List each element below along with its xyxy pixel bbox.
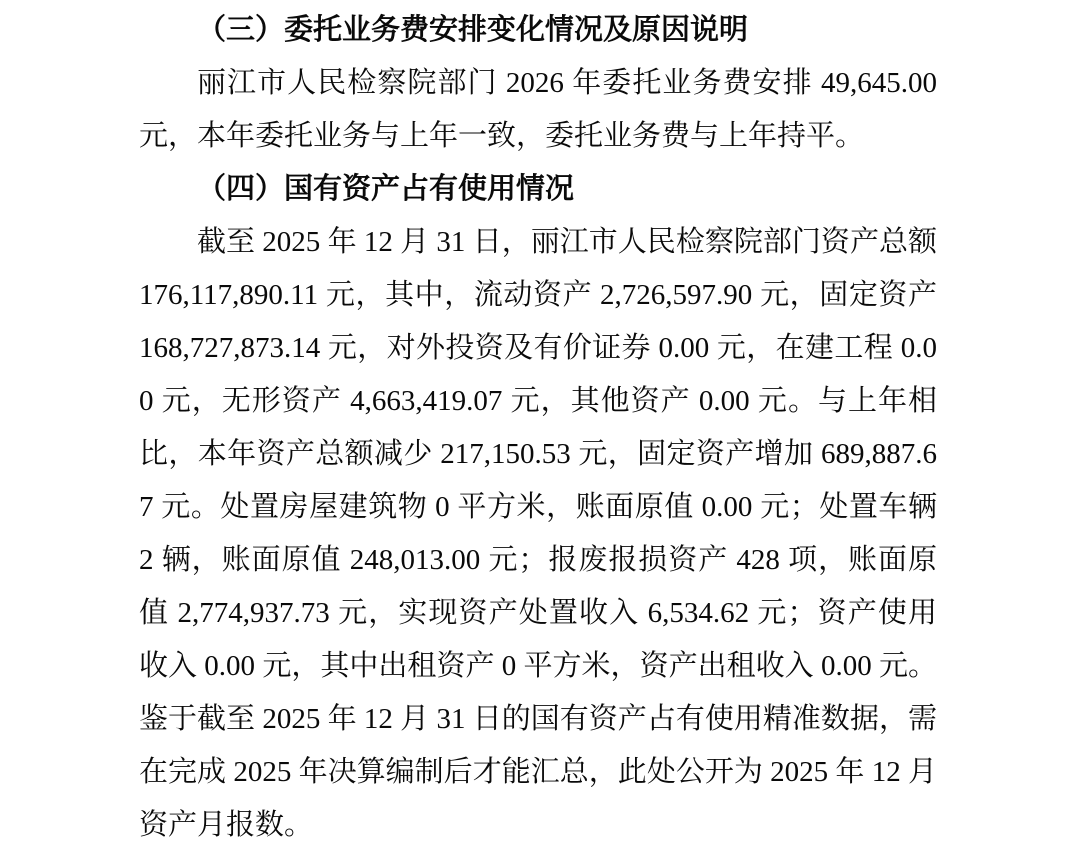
body-paragraph: 丽江市人民检察院部门 2026 年委托业务费安排 49,645.00 元，本年委托业务与上年一致，委托业务费与上年持平。: [139, 67, 937, 152]
section-heading: （四）国有资产占有使用情况: [197, 173, 575, 205]
section-heading: （三）委托业务费安排变化情况及原因说明: [197, 14, 749, 46]
body-paragraph: 截至 2025 年 12 月 31 日，丽江市人民检察院部门资产总额 176,117,890.11 元，其中，流动资产 2,726,597.90 元，固定资产 168,727,873.14 元，对外投资及有价证券 0.00 元，在建工程 0.00 元，无形资产 4,663,419.07 元，其他资产 0.00 元。与上年相比，本年资产总额减少 217,150.53 元，固定资产增加 689,887.67 元。处置房屋建筑物 0 平方米，账面原值 0.00 元；处置车辆 2 辆，账面原值 248,013.00 元；报废报损资产 428 项，账面原值 2,774,937.73 元，实现资产处置收入 6,534.62 元；资产使用收入 0.00 元，其中出租资产 0 平方米，资产出租收入 0.00 元。鉴于截至 2025 年 12 月 31 日的国有资产占有使用精准数据，需在完成 2025 年决算编制后才能汇总，此处公开为 2025 年 12 月资产月报数。: [139, 226, 937, 841]
document-body: [139, 4, 937, 851]
